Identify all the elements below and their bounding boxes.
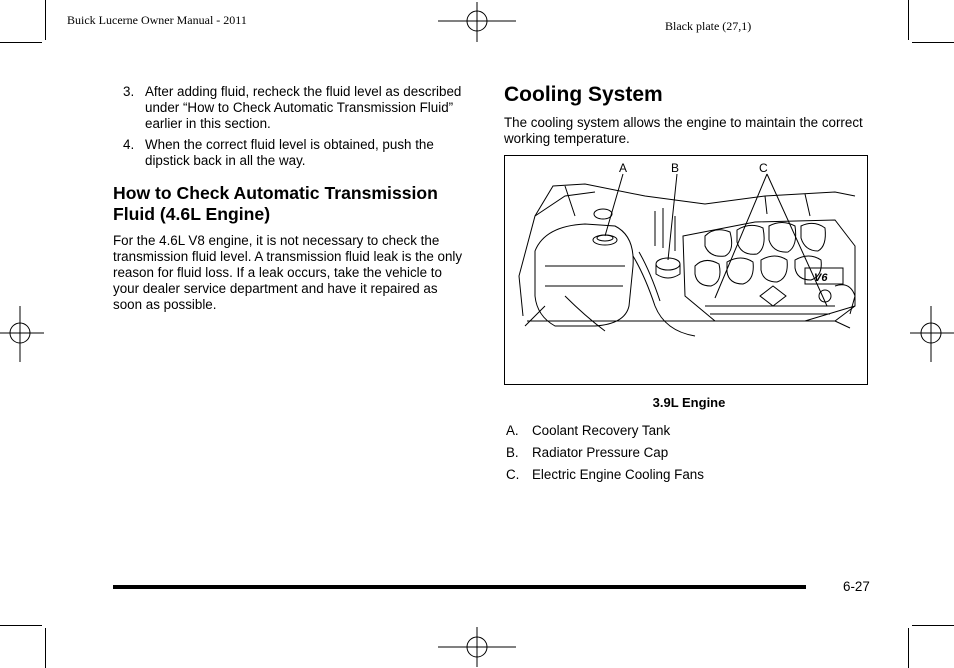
manual-title: Buick Lucerne Owner Manual - 2011	[67, 13, 247, 27]
list-item	[113, 137, 469, 169]
right-column	[504, 82, 874, 486]
crop-mark	[0, 625, 42, 626]
registration-mark-right	[910, 306, 954, 362]
legend-key: A.	[506, 423, 519, 438]
crop-mark	[908, 0, 909, 40]
registration-mark-bottom	[438, 627, 516, 667]
step-text: When the correct fluid level is obtained, push the dipstick back in all the way.	[145, 137, 434, 168]
step-text: After adding fluid, recheck the fluid level as described under “How to Check Automatic Transmission Fluid” earlier in this section.	[145, 84, 462, 131]
footer-rule	[113, 585, 806, 589]
crop-mark	[45, 0, 46, 40]
legend-key: B.	[506, 445, 519, 460]
registration-mark-top	[438, 2, 516, 42]
legend-text: Radiator Pressure Cap	[532, 445, 669, 460]
figure-caption: 3.9L Engine	[652, 395, 726, 410]
registration-mark-left	[0, 306, 44, 362]
step-number: 3.	[123, 84, 135, 99]
plate-label: Black plate (27,1)	[665, 19, 752, 33]
list-item	[504, 442, 874, 464]
v6-badge: V6	[814, 272, 828, 284]
crop-mark	[0, 42, 42, 43]
intro-paragraph: The cooling system allows the engine to maintain the correct working temperature.	[504, 115, 863, 146]
crop-mark	[45, 628, 46, 668]
page-title: Cooling System	[504, 83, 663, 106]
step-number: 4.	[123, 137, 135, 152]
engine-figure	[504, 155, 868, 385]
label-a: A	[619, 161, 628, 175]
legend-key: C.	[506, 467, 520, 482]
steps-list	[113, 84, 469, 169]
crop-mark	[908, 628, 909, 668]
list-item	[504, 420, 874, 442]
figure-legend	[504, 420, 874, 486]
label-b: B	[671, 161, 680, 175]
list-item	[113, 84, 469, 132]
body-paragraph: For the 4.6L V8 engine, it is not necessary to check the transmission fluid level. A transmission fluid leak is the only reason for fluid loss. If a leak occurs, take the vehicle to your dealer service department and have it repaired as soon as possible.	[113, 233, 463, 312]
legend-text: Electric Engine Cooling Fans	[532, 467, 704, 482]
crop-mark	[912, 42, 954, 43]
legend-text: Coolant Recovery Tank	[532, 423, 671, 438]
label-c: C	[759, 161, 768, 175]
engine-illustration	[505, 156, 867, 383]
left-column	[113, 84, 469, 313]
list-item	[504, 464, 874, 486]
crop-mark	[912, 625, 954, 626]
section-heading: How to Check Automatic Transmission Fluid (4.6L Engine)	[113, 183, 438, 224]
page-number: 6-27	[843, 579, 870, 594]
